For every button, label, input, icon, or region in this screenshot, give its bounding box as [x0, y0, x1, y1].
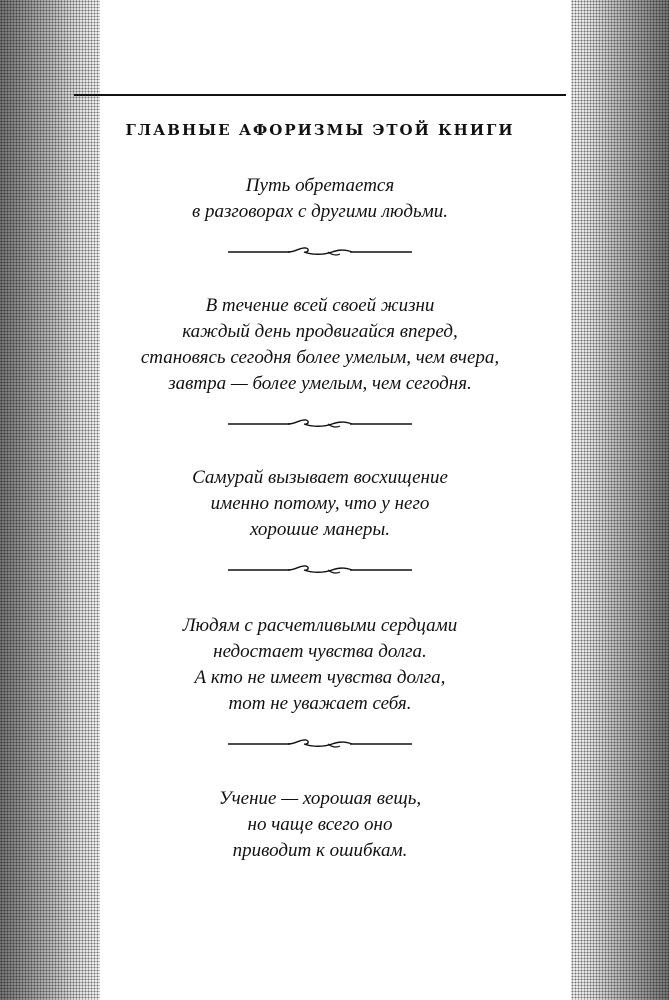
aphorism-line: хорошие манеры. [249, 519, 391, 540]
aphorism-line: становясь сегодня более умелым, чем вчера, [140, 347, 500, 368]
ornamental-divider [228, 245, 412, 257]
aphorism-line: В течение всей своей жизни [205, 295, 435, 316]
aphorism-line: Путь обретается [245, 175, 395, 196]
right-halftone-margin [571, 0, 669, 1000]
top-rule [74, 94, 566, 96]
aphorism-line: недостает чувства долга. [213, 641, 427, 662]
aphorism-line: Самурай вызывает восхищение [192, 467, 448, 488]
ornamental-divider [228, 563, 412, 575]
page-title: ГЛАВНЫЕ АФОРИЗМЫ ЭТОЙ КНИГИ [125, 121, 515, 139]
aphorism-line: каждый день продвигайся вперед, [182, 321, 458, 342]
aphorism-1 [74, 173, 566, 225]
aphorism-line: завтра — более умелым, чем сегодня. [168, 373, 472, 394]
aphorism-line: приводит к ошибкам. [232, 840, 408, 861]
aphorism-3 [74, 465, 566, 543]
aphorism-line: тот не уважает себя. [228, 693, 412, 714]
aphorism-line: именно потому, что у него [210, 493, 430, 514]
aphorism-line: но чаще всего оно [247, 814, 393, 835]
aphorism-line: в разговорах с другими людьми. [191, 201, 449, 222]
aphorism-5 [74, 786, 566, 864]
aphorism-line: Людям с расчетливыми сердцами [182, 615, 458, 636]
aphorism-2 [74, 293, 566, 397]
ornamental-divider [228, 737, 412, 749]
aphorism-line: А кто не имеет чувства долга, [194, 667, 446, 688]
ornamental-divider [228, 417, 412, 429]
aphorism-line: Учение — хорошая вещь, [218, 788, 422, 809]
aphorism-4 [74, 613, 566, 717]
